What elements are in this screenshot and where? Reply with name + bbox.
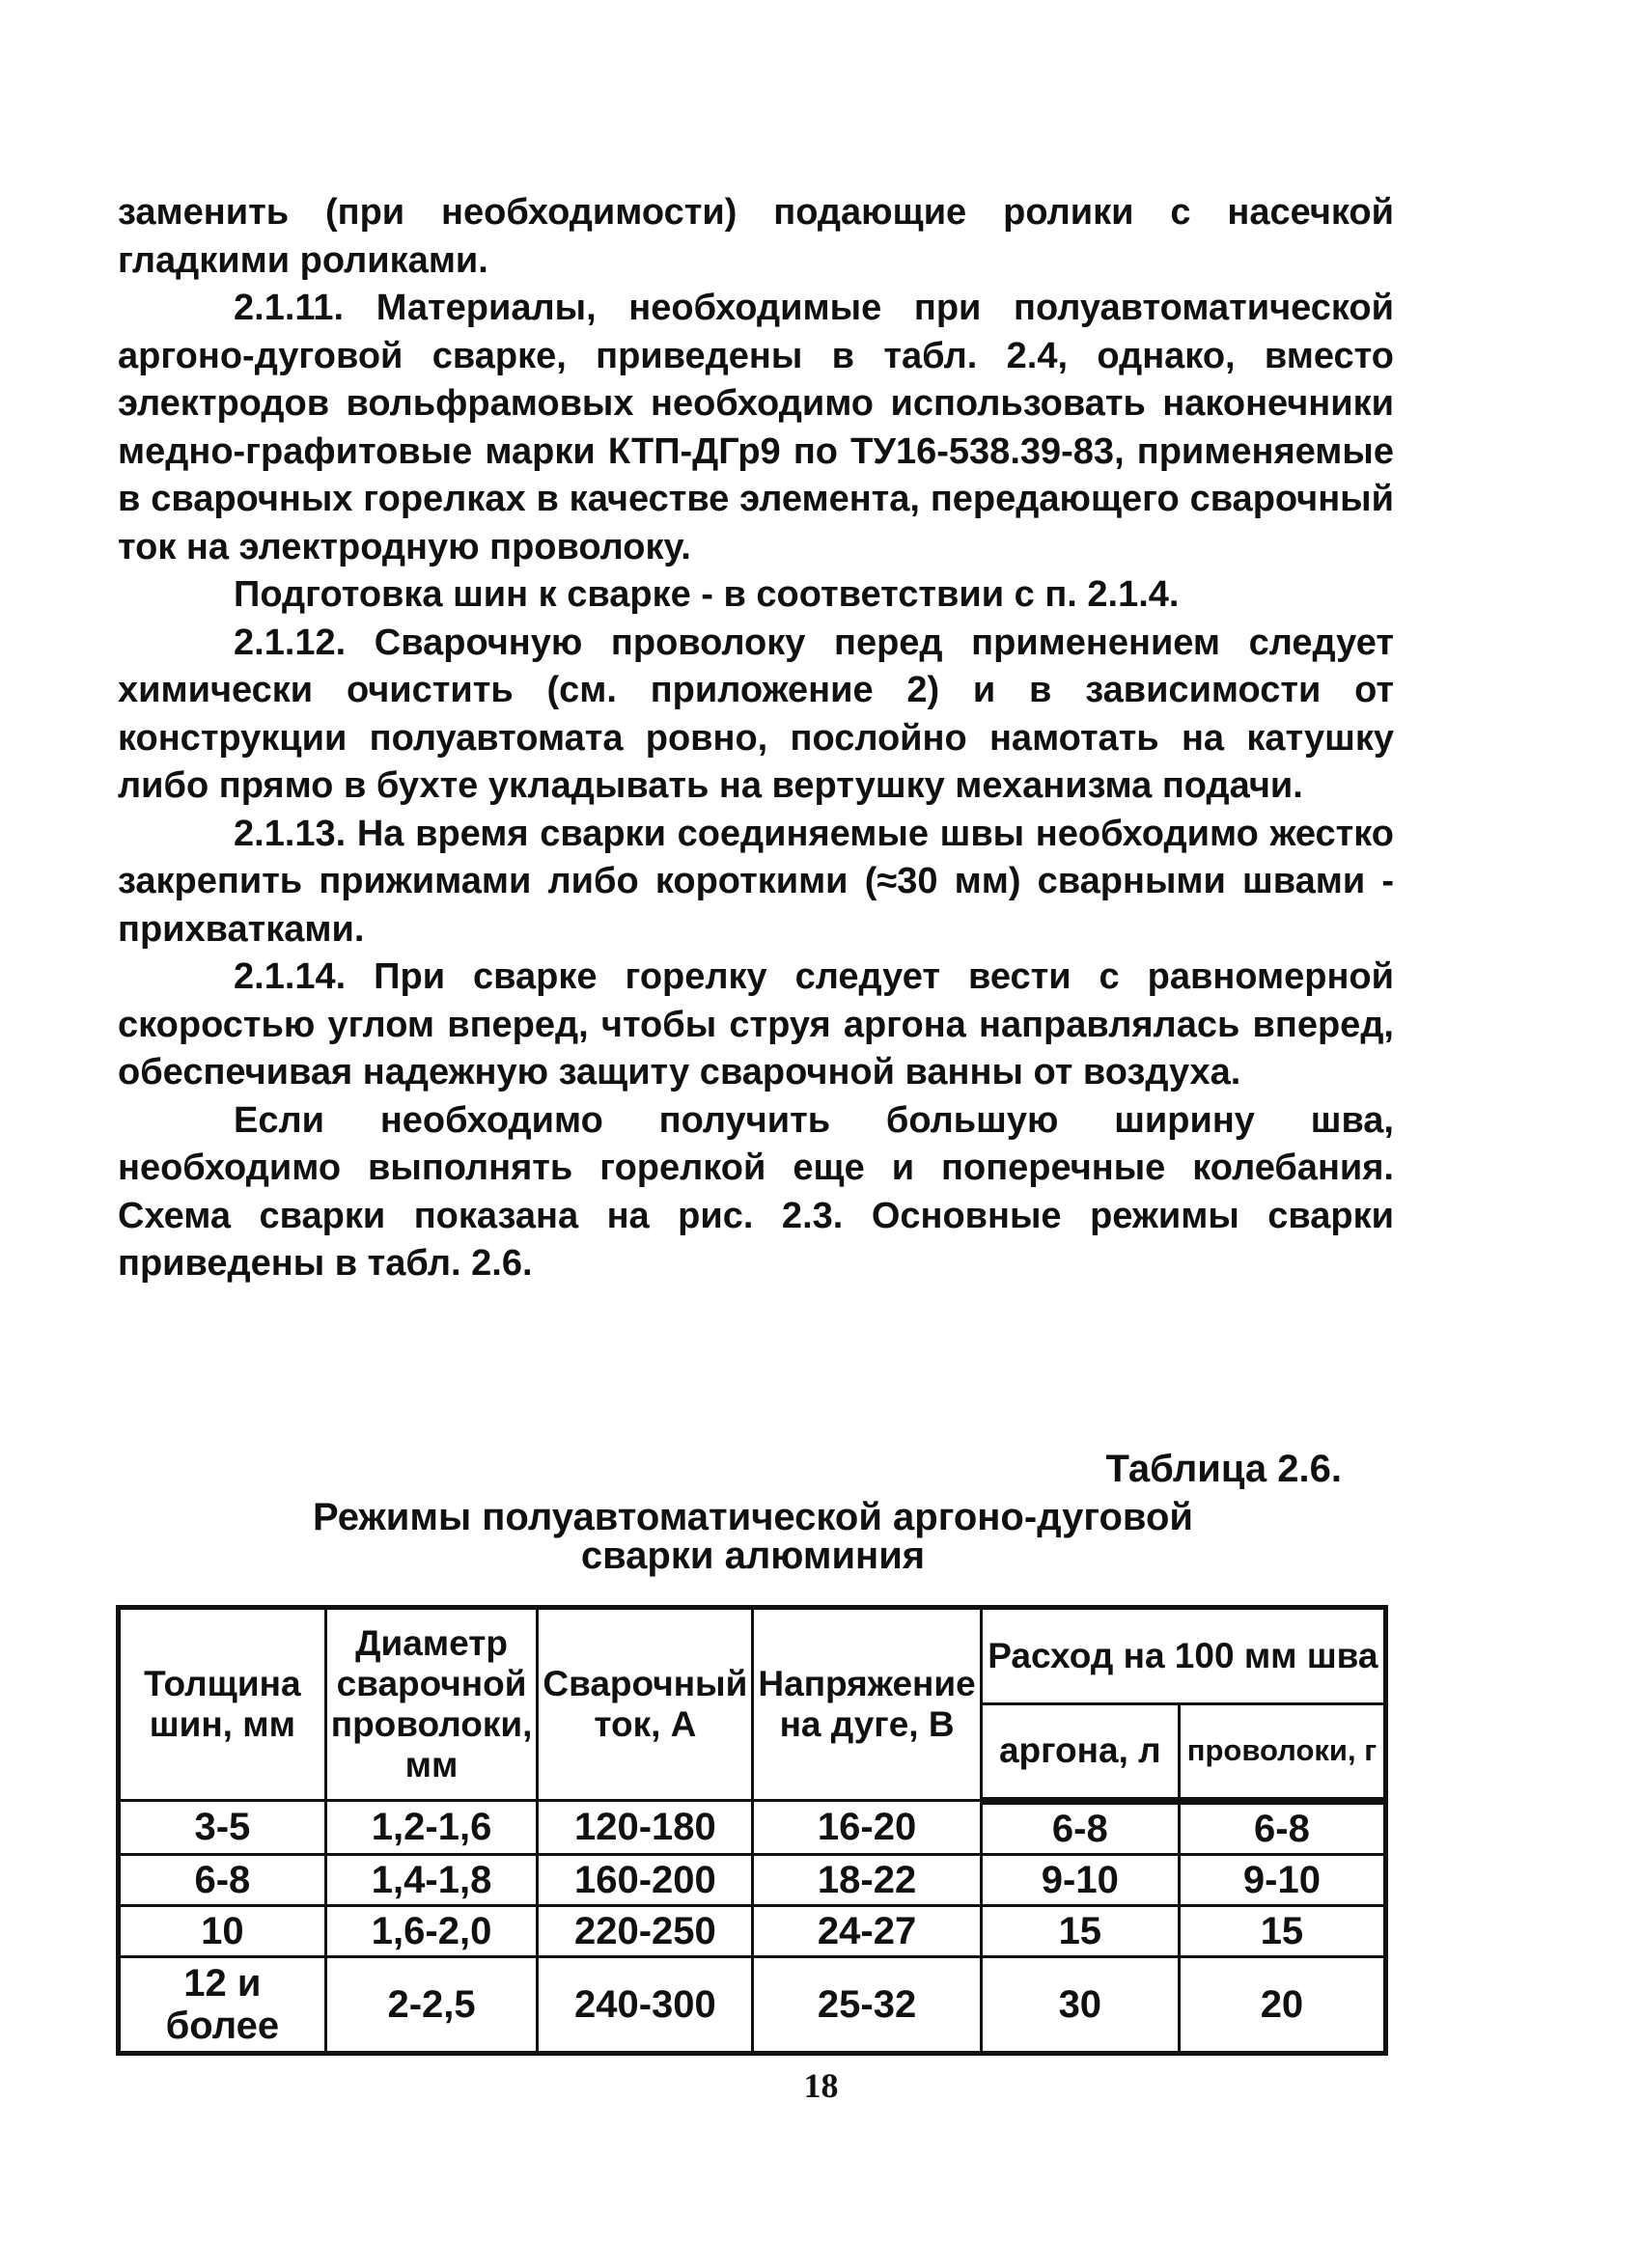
welding-modes-table bbox=[116, 1605, 1388, 2056]
table-number: Таблица 2.6. bbox=[1105, 1448, 1342, 1490]
paragraph-2-1-12: 2.1.12. Сварочную проволоку перед применением следует химически очистить (см. приложение 2) и в зависимости от конструкции полуавтомата ровно, послойно намотать на катушку либо прямо в бухте укладывать на вертушку механизма подачи. bbox=[118, 622, 1394, 806]
cell-voltage: 16-20 bbox=[753, 1801, 981, 1855]
cell-wire: 15 bbox=[1179, 1905, 1385, 1956]
header-wire: проволоки, г bbox=[1179, 1704, 1385, 1801]
paragraph-2-1-11: 2.1.11. Материалы, необходимые при полуавтоматической аргоно-дуговой сварке, приведены в табл. 2.4, однако, вместо электродов вольфрамовых необходимо использовать наконечники медно-графитовые марки КТП-ДГр9 по ТУ16-538.39-83, применяемые в сварочных горелках в качестве элемента, передающего сварочный ток на электродную проволоку. bbox=[118, 288, 1394, 567]
cell-wire-diameter: 1,4-1,8 bbox=[325, 1854, 538, 1905]
table-row bbox=[119, 1801, 1386, 1855]
header-voltage: Напряжение на дуге, В bbox=[753, 1608, 981, 1801]
cell-wire-diameter: 2-2,5 bbox=[325, 1956, 538, 2053]
paragraph-2-1-13: 2.1.13. На время сварки соединяемые швы необходимо жестко закрепить прижимами либо короткими (≈30 мм) сварными швами - прихватками. bbox=[118, 813, 1394, 950]
cell-current: 160-200 bbox=[538, 1854, 753, 1905]
paragraph: заменить (при необходимости) подающие ролики с насечкой гладкими роликами. bbox=[118, 192, 1394, 281]
cell-voltage: 25-32 bbox=[753, 1956, 981, 2053]
cell-wire: 20 bbox=[1179, 1956, 1385, 2053]
header-current: Сварочный ток, А bbox=[538, 1608, 753, 1801]
cell-argon: 30 bbox=[981, 1956, 1179, 2053]
cell-current: 240-300 bbox=[538, 1956, 753, 2053]
cell-wire: 6-8 bbox=[1179, 1801, 1385, 1855]
cell-thickness: 3-5 bbox=[119, 1801, 326, 1855]
header-wire-diameter: Диаметр сварочной проволоки, мм bbox=[325, 1608, 538, 1801]
table-row bbox=[119, 1956, 1386, 2053]
cell-argon: 6-8 bbox=[981, 1801, 1179, 1855]
cell-argon: 15 bbox=[981, 1905, 1179, 1956]
cell-thickness: 6-8 bbox=[119, 1854, 326, 1905]
header-thickness: Толщина шин, мм bbox=[119, 1608, 326, 1801]
page-number: 18 bbox=[803, 2066, 839, 2105]
header-consumption: Расход на 100 мм шва bbox=[981, 1608, 1385, 1704]
cell-argon: 9-10 bbox=[981, 1854, 1179, 1905]
header-argon: аргона, л bbox=[981, 1704, 1179, 1801]
cell-voltage: 24-27 bbox=[753, 1905, 981, 1956]
table-title bbox=[290, 1498, 1216, 1575]
table-row bbox=[119, 1905, 1386, 1956]
table-title-line: сварки алюминия bbox=[580, 1535, 926, 1577]
cell-current: 120-180 bbox=[538, 1801, 753, 1855]
cell-current: 220-250 bbox=[538, 1905, 753, 1956]
body-text bbox=[118, 189, 1394, 1288]
paragraph-2-1-14: 2.1.14. При сварке горелку следует вести с равномерной скоростью углом вперед, чтобы струя аргона направлялась вперед, обеспечивая надежную защиту сварочной ванны от воздуха. bbox=[118, 956, 1394, 1093]
paragraph-preparation: Подготовка шин к сварке - в соответствии с п. 2.1.4. bbox=[234, 574, 1180, 615]
cell-wire: 9-10 bbox=[1179, 1854, 1385, 1905]
cell-wire-diameter: 1,2-1,6 bbox=[325, 1801, 538, 1855]
paragraph-width: Если необходимо получить большую ширину шва, необходимо выполнять горелкой еще и поперечные колебания. Схема сварки показана на рис. 2.3. Основные режимы сварки приведены в табл. 2.6. bbox=[118, 1099, 1394, 1284]
cell-thickness: 12 и более bbox=[119, 1956, 326, 2053]
cell-voltage: 18-22 bbox=[753, 1854, 981, 1905]
table-title-line: Режимы полуавтоматической аргоно-дуговой bbox=[313, 1496, 1193, 1538]
cell-thickness: 10 bbox=[119, 1905, 326, 1956]
table-row bbox=[119, 1854, 1386, 1905]
cell-wire-diameter: 1,6-2,0 bbox=[325, 1905, 538, 1956]
